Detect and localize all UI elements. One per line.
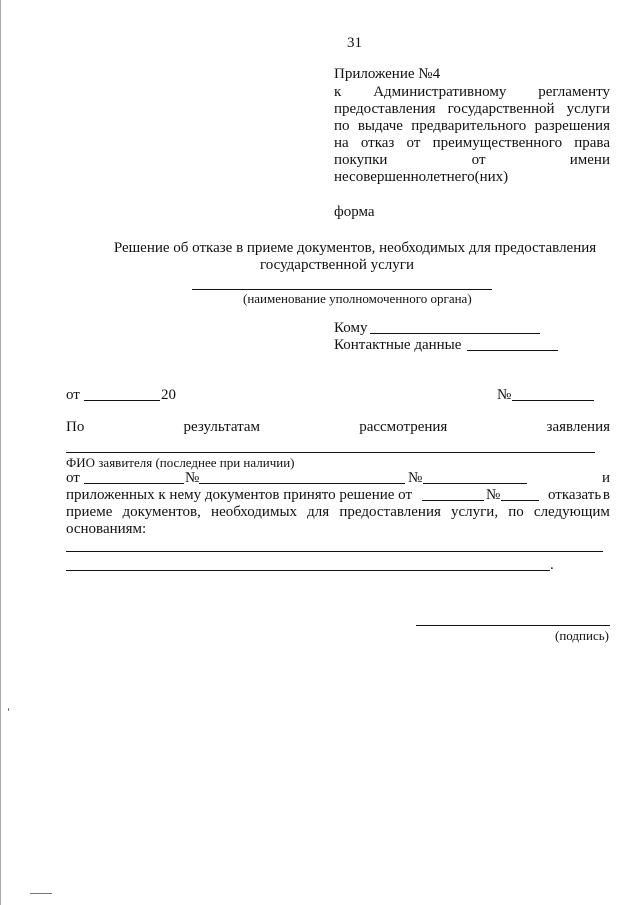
recipient-to-label: Кому (334, 320, 368, 336)
form-label: форма (334, 204, 375, 220)
reasons-line (66, 551, 603, 552)
appendix-line: предоставления государственной услуги (334, 101, 610, 117)
year-prefix: 20 (161, 387, 176, 403)
number-field (512, 400, 594, 401)
body-line-2-from: от (66, 470, 80, 486)
body-line-3-end: отказать в (548, 487, 610, 503)
document-heading-line2: государственной услуги (260, 257, 414, 273)
appendix-line: несовершеннолетнего(них) (334, 169, 509, 185)
appendix-title: Приложение №4 (334, 66, 441, 82)
applicant-caption: ФИО заявителя (последнее при наличии) (66, 455, 295, 470)
application-number-field (199, 483, 405, 484)
signature-field (416, 625, 610, 626)
page-number: 31 (347, 35, 362, 51)
signature-caption: (подпись) (555, 628, 609, 643)
body-line-1: По результатам рассмотрения заявления (66, 419, 610, 435)
applicant-name-field (66, 452, 595, 453)
recipient-contacts-label: Контактные данные (334, 337, 462, 353)
appendix-line: к Административному регламенту (334, 84, 610, 100)
authority-caption: (наименование уполномоченного органа) (243, 291, 472, 306)
scan-artifact (0, 0, 1, 905)
body-line-3-start: приложенных к нему документов принято решение от (66, 487, 413, 503)
document-heading-line1: Решение об отказе в приеме документов, необходимых для предоставления (113, 240, 597, 256)
scan-artifact (30, 893, 52, 894)
date-field (84, 400, 160, 401)
appendix-line: по выдаче предварительного разрешения (334, 118, 610, 134)
body-line-2-and: и (602, 470, 611, 486)
decision-number-label: № (486, 487, 501, 503)
recipient-to-field (370, 333, 540, 334)
authority-name-field (192, 289, 492, 290)
registration-number-field (423, 483, 527, 484)
body-line-5: основаниям: (66, 521, 147, 537)
application-date-field (84, 483, 184, 484)
body-line-2-number-1: № (185, 470, 200, 486)
body-line-2-number-2: № (408, 470, 423, 486)
date-from-label: от (66, 387, 80, 403)
recipient-contacts-field (467, 350, 558, 351)
appendix-line: на отказ от преимущественного права (334, 135, 610, 151)
appendix-line: покупки от имени (334, 152, 610, 168)
body-line-4: приеме документов, необходимых для предоставления услуги, по следующим (66, 504, 610, 520)
number-label: № (497, 387, 512, 403)
decision-number-field (501, 500, 539, 501)
scan-artifact (8, 708, 9, 711)
reasons-line (66, 570, 550, 571)
reasons-period: . (550, 557, 554, 573)
decision-date-field (422, 500, 484, 501)
